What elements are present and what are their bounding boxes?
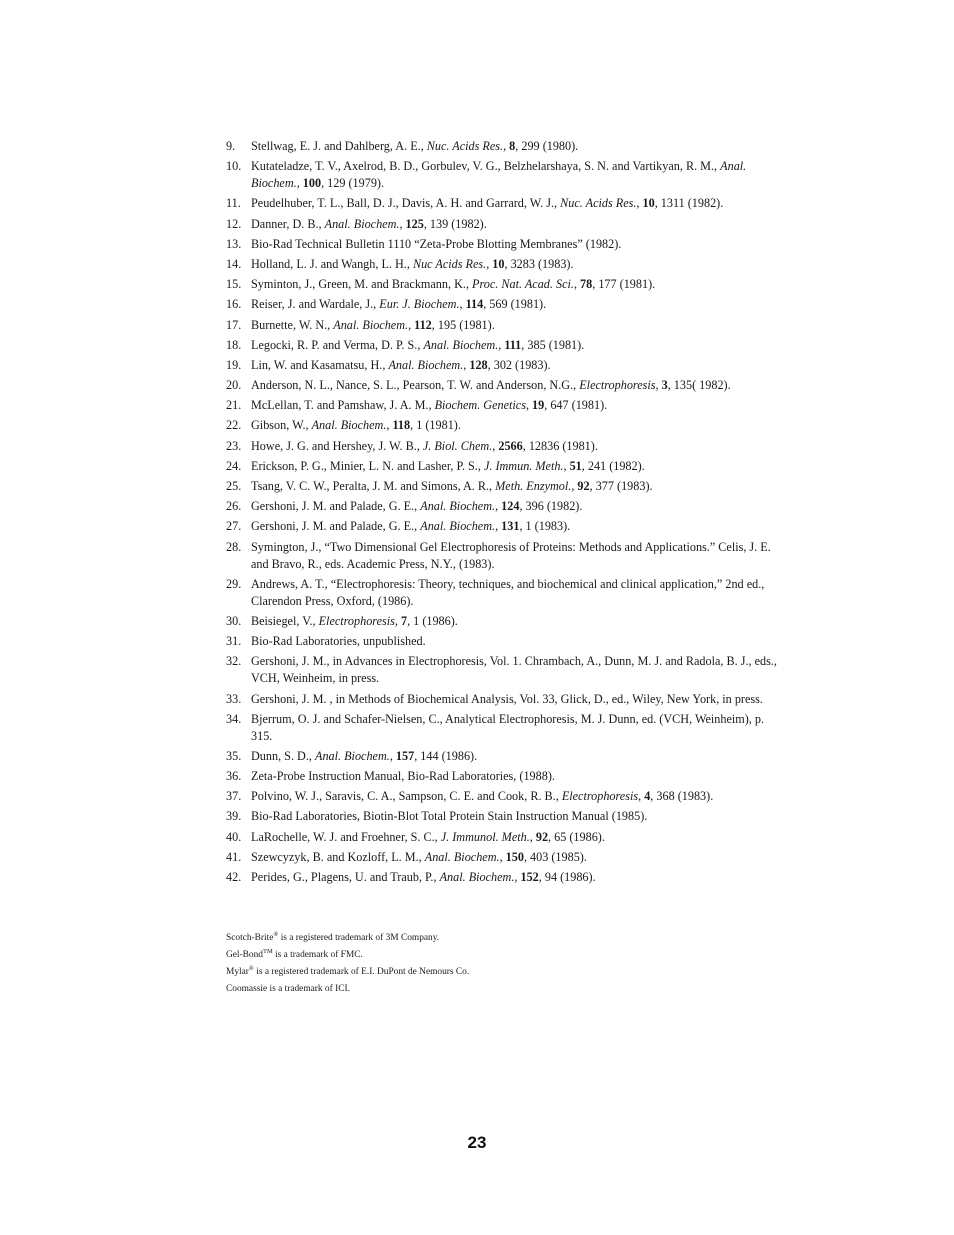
reference-number: 33. <box>226 691 242 706</box>
reference-item <box>226 498 786 515</box>
reference-text: Danner, D. B., Anal. Biochem., 125, 139 (1982). <box>251 216 487 231</box>
reference-text: Bio-Rad Technical Bulletin 1110 “Zeta-Probe Blotting Membranes” (1982). <box>251 236 622 251</box>
reference-number: 26. <box>226 499 242 514</box>
journal-name: Biochem. Genetics <box>434 398 526 413</box>
reference-number: 22. <box>226 418 242 433</box>
volume: 8 <box>509 139 516 153</box>
reference-item <box>226 478 786 495</box>
reference-text: Bio-Rad Laboratories, unpublished. <box>251 634 426 649</box>
volume: 3 <box>661 378 668 393</box>
reference-item <box>226 195 786 212</box>
reference-item <box>226 653 786 687</box>
reference-number: 29. <box>226 576 242 591</box>
reference-text: Gibson, W., Anal. Biochem., 118, 1 (1981). <box>251 418 461 433</box>
reference-number: 30. <box>226 613 242 628</box>
volume: 4 <box>644 789 651 804</box>
reference-number: 14. <box>226 256 242 271</box>
reference-item <box>226 518 786 535</box>
reference-list <box>226 138 786 889</box>
reference-number: 35. <box>226 748 242 763</box>
reference-text: Lin, W. and Kasamatsu, H., Anal. Biochem., 128, 302 (1983). <box>251 357 551 372</box>
reference-number: 20. <box>226 378 242 393</box>
reference-item <box>226 576 786 610</box>
volume: 152 <box>520 870 539 884</box>
reference-text: Bio-Rad Laboratories, Biotin-Blot Total Protein Stain Instruction Manual (1985). <box>251 809 648 824</box>
reference-item <box>226 711 786 745</box>
volume: 10 <box>642 196 655 211</box>
reference-item <box>226 849 786 866</box>
journal-name: Anal. Biochem. <box>388 357 464 372</box>
volume: 92 <box>577 479 590 493</box>
reference-number: 23. <box>226 438 242 453</box>
reference-text: Stellwag, E. J. and Dahlberg, A. E., Nuc. Acids Res., 8, 299 (1980). <box>251 139 579 153</box>
reference-item <box>226 317 786 334</box>
reference-item <box>226 539 786 573</box>
volume: 114 <box>465 297 484 312</box>
trademark-notes <box>226 930 786 998</box>
reference-number: 15. <box>226 277 242 292</box>
reference-text: Beisiegel, V., Electrophoresis, 7, 1 (1986). <box>251 613 458 628</box>
volume: 10 <box>492 256 505 271</box>
journal-name: J. Immunol. Meth. <box>440 829 530 844</box>
journal-name: Meth. Enzymol. <box>495 479 572 493</box>
trademark-note: Scotch-Brite® is a registered trademark of 3M Company. <box>226 930 440 943</box>
reference-text: Gershoni, J. M. and Palade, G. E., Anal. Biochem., 131, 1 (1983). <box>251 519 571 534</box>
reference-number: 18. <box>226 337 242 352</box>
journal-name: Anal. Biochem. <box>424 849 500 864</box>
reference-text: Reiser, J. and Wardale, J., Eur. J. Biochem., 114, 569 (1981). <box>251 297 547 312</box>
reference-text: Peudelhuber, T. L., Ball, D. J., Davis, A. H. and Garrard, W. J., Nuc. Acids Res., 10, 1311 (1982). <box>251 196 724 211</box>
reference-text: Holland, L. J. and Wangh, L. H., Nuc Acids Res., 10, 3283 (1983). <box>251 256 574 271</box>
reference-text: Szewcyzyk, B. and Kozloff, L. M., Anal. Biochem., 150, 403 (1985). <box>251 849 587 864</box>
reference-text: Dunn, S. D., Anal. Biochem., 157, 144 (1986). <box>251 748 478 763</box>
reference-item <box>226 276 786 293</box>
reference-item <box>226 216 786 233</box>
reference-text: LaRochelle, W. J. and Froehner, S. C., J. Immunol. Meth., 92, 65 (1986). <box>251 829 605 844</box>
reference-number: 10. <box>226 159 242 174</box>
reference-item <box>226 768 786 785</box>
reference-text: Legocki, R. P. and Verma, D. P. S., Anal. Biochem., 111, 385 (1981). <box>251 337 585 352</box>
reference-text: Kutateladze, T. V., Axelrod, B. D., Gorbulev, V. G., Belzhelarshaya, S. N. and Vartikyan, R. M., Anal. Biochem., 100, 129 (1979). <box>251 159 747 191</box>
reference-text: Perides, G., Plagens, U. and Traub, P., Anal. Biochem., 152, 94 (1986). <box>251 870 596 884</box>
journal-name: Anal. Biochem. <box>333 317 409 332</box>
trademark-note: Coomassie is a trademark of ICI. <box>226 984 350 994</box>
reference-item <box>226 829 786 846</box>
reference-item <box>226 788 786 805</box>
reference-text: Gershoni, J. M. and Palade, G. E., Anal. Biochem., 124, 396 (1982). <box>251 499 583 514</box>
reference-number: 9. <box>226 139 236 153</box>
journal-name: Nuc Acids Res. <box>412 256 487 271</box>
volume: 78 <box>580 277 593 292</box>
reference-number: 42. <box>226 870 242 884</box>
reference-text: Tsang, V. C. W., Peralta, J. M. and Simons, A. R., Meth. Enzymol., 92, 377 (1983). <box>251 479 653 493</box>
journal-name: Nuc. Acids Res. <box>560 196 637 211</box>
journal-name: Anal. Biochem. <box>324 216 400 231</box>
journal-name: Anal. Biochem. <box>251 159 747 191</box>
volume: 111 <box>504 337 522 352</box>
journal-name: Proc. Nat. Acad. Sci. <box>472 277 574 292</box>
reference-number: 31. <box>226 634 242 649</box>
journal-name: Eur. J. Biochem. <box>379 297 460 312</box>
reference-number: 19. <box>226 357 242 372</box>
reference-number: 21. <box>226 398 242 413</box>
reference-number: 28. <box>226 539 242 554</box>
reference-item <box>226 691 786 708</box>
reference-item <box>226 377 786 394</box>
reference-text: McLellan, T. and Pamshaw, J. A. M., Biochem. Genetics, 19, 647 (1981). <box>251 398 608 413</box>
reference-item <box>226 633 786 650</box>
reference-number: 34. <box>226 711 242 726</box>
journal-name: Electrophoresis <box>318 613 395 628</box>
reference-item <box>226 458 786 475</box>
reference-item <box>226 138 786 155</box>
reference-text: Syminton, J., Green, M. and Brackmann, K., Proc. Nat. Acad. Sci., 78, 177 (1981). <box>251 277 656 292</box>
reference-text: Anderson, N. L., Nance, S. L., Pearson, T. W. and Anderson, N.G., Electrophoresis, 3, 135( 1982). <box>251 378 731 393</box>
reference-item <box>226 417 786 434</box>
reference-number: 17. <box>226 317 242 332</box>
reference-item <box>226 613 786 630</box>
reference-item <box>226 236 786 253</box>
page-number: 23 <box>467 1133 487 1152</box>
reference-number: 12. <box>226 216 242 231</box>
reference-item <box>226 296 786 313</box>
reference-text: Burnette, W. N., Anal. Biochem., 112, 195 (1981). <box>251 317 495 332</box>
volume: 131 <box>501 519 520 534</box>
reference-number: 13. <box>226 236 242 251</box>
volume: 125 <box>405 216 424 231</box>
trademark-note: Mylar® is a registered trademark of E.I. DuPont de Nemours Co. <box>226 964 470 977</box>
reference-text: Andrews, A. T., “Electrophoresis: Theory, techniques, and biochemical and clinical application,” 2nd ed., Clarendon Press, Oxford, (1986). <box>251 576 765 608</box>
reference-item <box>226 438 786 455</box>
reference-text: Bjerrum, O. J. and Schafer-Nielsen, C., Analytical Electrophoresis, M. J. Dunn, ed. (VCH, Weinheim), p. 315. <box>251 711 765 743</box>
reference-text: Howe, J. G. and Hershey, J. W. B., J. Biol. Chem., 2566, 12836 (1981). <box>251 438 598 453</box>
volume: 112 <box>414 317 432 332</box>
reference-item <box>226 397 786 414</box>
journal-name: Anal. Biochem. <box>423 337 499 352</box>
volume: 124 <box>501 499 520 514</box>
volume: 51 <box>569 458 582 473</box>
journal-name: Anal. Biochem. <box>311 418 387 433</box>
journal-name: Anal. Biochem. <box>315 748 390 763</box>
volume: 92 <box>535 829 549 844</box>
reference-number: 25. <box>226 479 242 493</box>
journal-name: J. Immun. Meth. <box>483 458 564 473</box>
journal-name: Anal. Biochem. <box>439 870 515 884</box>
volume: 19 <box>532 398 545 413</box>
reference-number: 16. <box>226 297 242 312</box>
journal-name: Anal. Biochem. <box>420 499 496 514</box>
journal-name: J. Biol. Chem. <box>422 438 493 453</box>
journal-name: Electrophoresis <box>561 789 639 804</box>
reference-text: Symington, J., “Two Dimensional Gel Electrophoresis of Proteins: Methods and Applications.” Celis, J. E. and Bravo, R., eds. Academic Press, N.Y., (1983). <box>251 539 771 571</box>
volume: 100 <box>302 176 322 191</box>
reference-number: 24. <box>226 458 242 473</box>
reference-number: 27. <box>226 519 242 534</box>
reference-item <box>226 748 786 765</box>
reference-number: 41. <box>226 849 242 864</box>
volume: 2566 <box>498 438 523 453</box>
volume: 157 <box>395 748 415 763</box>
reference-item <box>226 256 786 273</box>
reference-number: 39. <box>226 809 242 824</box>
reference-text: Erickson, P. G., Minier, L. N. and Lasher, P. S., J. Immun. Meth., 51, 241 (1982). <box>251 458 645 473</box>
reference-item <box>226 808 786 825</box>
journal-name: Nuc. Acids Res. <box>426 139 504 153</box>
journal-name: Anal. Biochem. <box>420 519 496 534</box>
reference-item <box>226 337 786 354</box>
reference-number: 40. <box>226 829 242 844</box>
volume: 150 <box>505 849 524 864</box>
reference-text: Gershoni, J. M. , in Methods of Biochemical Analysis, Vol. 33, Glick, D., ed., Wiley, New York, in press. <box>251 691 763 706</box>
reference-number: 37. <box>226 789 242 804</box>
reference-item <box>226 869 786 886</box>
reference-number: 36. <box>226 769 242 784</box>
reference-text: Zeta-Probe Instruction Manual, Bio-Rad Laboratories, (1988). <box>251 769 555 784</box>
journal-name: Electrophoresis <box>579 378 656 393</box>
reference-text: Polvino, W. J., Saravis, C. A., Sampson, C. E. and Cook, R. B., Electrophoresis, 4, 368 (1983). <box>251 789 714 804</box>
reference-item <box>226 158 786 192</box>
reference-number: 11. <box>226 196 241 211</box>
reference-number: 32. <box>226 654 242 669</box>
trademark-note: Gel-Bond™ is a trademark of FMC. <box>226 947 363 960</box>
volume: 118 <box>392 418 411 433</box>
volume: 128 <box>469 357 488 372</box>
reference-text: Gershoni, J. M., in Advances in Electrophoresis, Vol. 1. Chrambach, A., Dunn, M. J. and Radola, B. J., eds., VCH, Weinheim, in press. <box>251 654 777 686</box>
reference-item <box>226 357 786 374</box>
volume: 7 <box>400 613 408 628</box>
